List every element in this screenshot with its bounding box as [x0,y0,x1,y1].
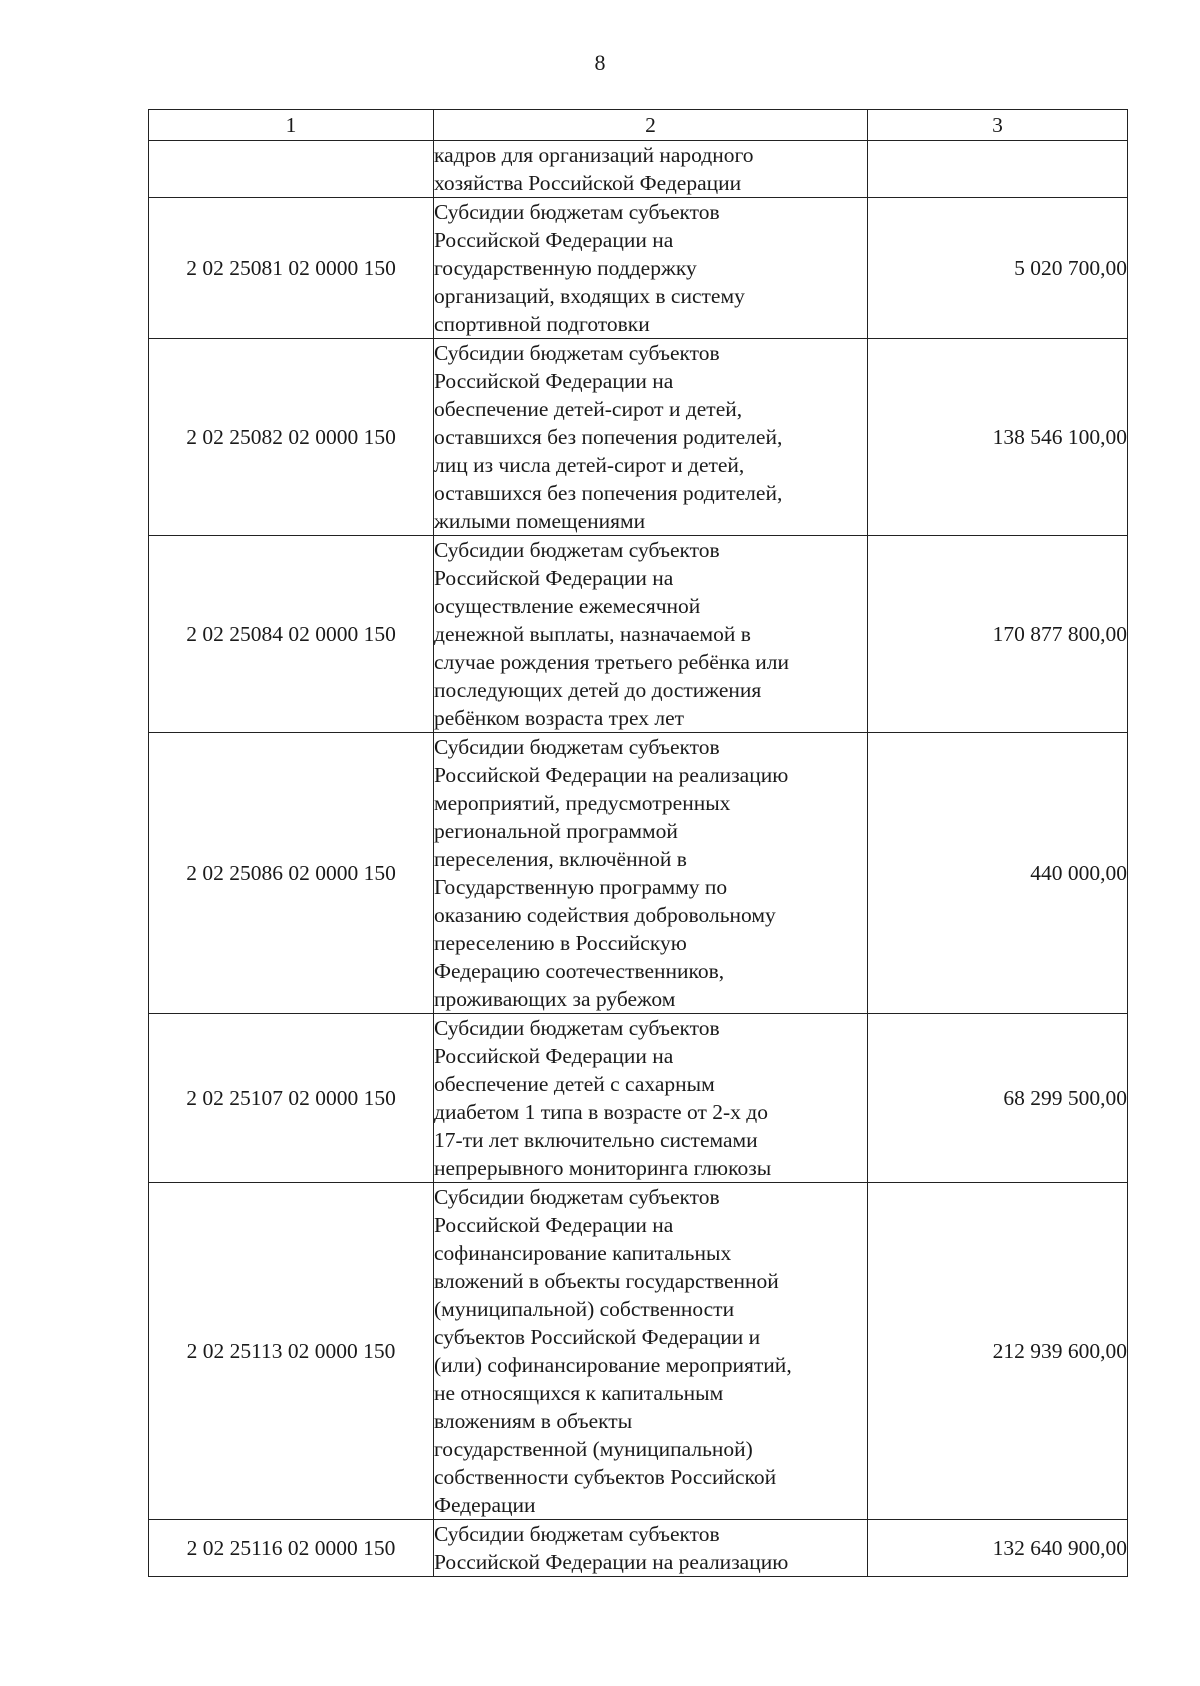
table-row [149,1183,1128,1520]
row-code: 2 02 25084 02 0000 150 [149,536,434,733]
table-row [149,141,1128,198]
table-row [149,733,1128,1014]
table-row [149,198,1128,339]
row-name: Субсидии бюджетам субъектов Российской Федерации на реализацию мероприятий, предусмотренных региональной программой переселения, включённой в Государственную программу по оказанию содействия добровольному переселению в Российскую Федерацию соотечественников, проживающих за рубежом [434,733,868,1014]
row-amount: 138 546 100,00 [868,339,1128,536]
table-row [149,1014,1128,1183]
row-amount: 132 640 900,00 [868,1520,1128,1577]
row-name: Субсидии бюджетам субъектов Российской Федерации на реализацию [434,1520,868,1577]
row-code: 2 02 25116 02 0000 150 [149,1520,434,1577]
row-code: 2 02 25107 02 0000 150 [149,1014,434,1183]
row-amount [868,141,1128,198]
table-row [149,536,1128,733]
row-name: кадров для организаций народного хозяйства Российской Федерации [434,141,868,198]
row-code: 2 02 25082 02 0000 150 [149,339,434,536]
row-name: Субсидии бюджетам субъектов Российской Федерации на обеспечение детей с сахарным диабетом 1 типа в возрасте от 2-х до 17-ти лет включительно системами непрерывного мониторинга глюкозы [434,1014,868,1183]
row-name: Субсидии бюджетам субъектов Российской Федерации на обеспечение детей-сирот и детей, оставшихся без попечения родителей, лиц из числа детей-сирот и детей, оставшихся без попечения родителей, жилыми помещениями [434,339,868,536]
row-amount: 440 000,00 [868,733,1128,1014]
budget-table [148,109,1128,1577]
row-amount: 212 939 600,00 [868,1183,1128,1520]
row-code [149,141,434,198]
row-name: Субсидии бюджетам субъектов Российской Федерации на осуществление ежемесячной денежной выплаты, назначаемой в случае рождения третьего ребёнка или последующих детей до достижения ребёнком возраста трех лет [434,536,868,733]
table-row [149,1520,1128,1577]
column-header-name: 2 [434,110,868,141]
row-code: 2 02 25086 02 0000 150 [149,733,434,1014]
column-header-code: 1 [149,110,434,141]
table-header-row [149,110,1128,141]
row-amount: 170 877 800,00 [868,536,1128,733]
row-amount: 5 020 700,00 [868,198,1128,339]
column-header-amount: 3 [868,110,1128,141]
row-name: Субсидии бюджетам субъектов Российской Федерации на государственную поддержку организаций, входящих в систему спортивной подготовки [434,198,868,339]
row-code: 2 02 25113 02 0000 150 [149,1183,434,1520]
row-amount: 68 299 500,00 [868,1014,1128,1183]
row-name: Субсидии бюджетам субъектов Российской Федерации на софинансирование капитальных вложений в объекты государственной (муниципальной) собственности субъектов Российской Федерации и (или) софинансирование мероприятий, не относящихся к капитальным вложениям в объекты государственной (муниципальной) собственности субъектов Российской Федерации [434,1183,868,1520]
table-row [149,339,1128,536]
page-number: 8 [594,50,606,75]
row-code: 2 02 25081 02 0000 150 [149,198,434,339]
